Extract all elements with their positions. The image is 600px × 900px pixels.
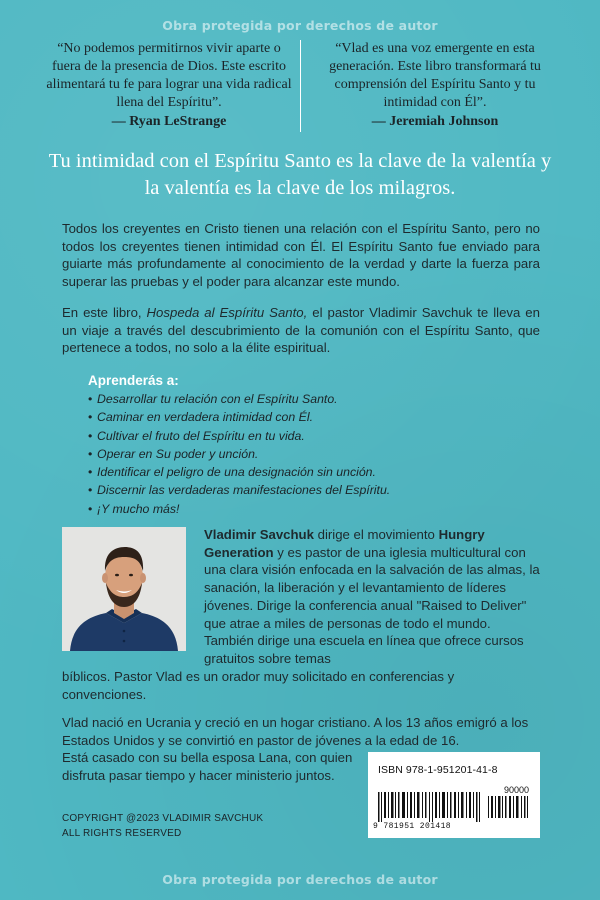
learn-item: • Identificar el peligro de una designación sin unción.: [88, 463, 488, 481]
learn-item: • Desarrollar tu relación con el Espíritu Santo.: [88, 390, 488, 408]
barcode-bars: [376, 780, 532, 822]
author-background-paragraph: Vlad nació en Ucrania y creció en un hogar cristiano. A los 13 años emigró a los Estados Unidos y se convirtió en pastor de jóvenes a la edad de 16.: [62, 715, 529, 748]
quote-author: — Ryan LeStrange: [111, 114, 227, 129]
quote-ryan-lestrange: [44, 40, 294, 131]
quote-divider: [300, 40, 301, 132]
author-bio-continued: bíblicos. Pastor Vlad es un orador muy solicitado en conferencias y convenciones.: [62, 669, 455, 702]
learn-item: • Cultivar el fruto del Espíritu en tu vida.: [88, 427, 488, 445]
bio-text: dirige el movimiento: [313, 527, 439, 542]
book-description-paragraph: [62, 304, 540, 357]
description-text: el pastor Vladimir Savchuk te lleva en un viaje a través del descubrimiento de la comunión con el Espíritu Santo, que pertenece a todos, no solo a la élite espiritual.: [62, 305, 540, 355]
quote-text: “No podemos permitirnos vivir aparte o fuera de la presencia de Dios. Este escrito alimentará tu fe para lograr una vida radical llena del Espíritu”.: [46, 41, 292, 110]
author-portrait-illustration: [62, 527, 186, 651]
quote-text: “Vlad es una voz emergente en esta generación. Este libro transformará tu comprensión del Espíritu Santo y tu intimidad con Él”.: [329, 41, 541, 110]
isbn-barcode: [368, 752, 540, 838]
isbn-number: ISBN 978-1-951201-41-8: [378, 764, 498, 776]
learn-section: [88, 372, 488, 518]
watermark-bottom: Obra protegida por derechos de autor: [162, 872, 438, 887]
learn-list: [88, 390, 488, 518]
intro-paragraph: Todos los creyentes en Cristo tienen una relación con el Espíritu Santo, pero no todos los creyentes tienen intimidad con Él. El Espíritu Santo fue enviado para guiarte más profundamente al conocimiento de la verdad y darte la fuerza para superar las pruebas y el poder para alcanzar este mundo.: [62, 221, 540, 289]
movement-name: Hungry Generation: [204, 527, 485, 560]
author-family-paragraph: Está casado con su bella esposa Lana, con quien disfruta pasar tiempo y hacer ministerio juntos.: [62, 750, 353, 783]
description-text: En este libro,: [62, 305, 147, 320]
headline: Tu intimidad con el Espíritu Santo es la clave de la valentía y la valentía es la clave de los milagros.: [48, 150, 552, 199]
author-name: Vladimir Savchuk: [204, 527, 314, 542]
rights-line: ALL RIGHTS RESERVED: [62, 828, 182, 839]
book-title: Hospeda al Espíritu Santo,: [146, 305, 308, 320]
copyright: [62, 811, 263, 841]
bio-text: y es pastor de una iglesia multicultural con una clara visión enfocada en la salvación de las almas, la sanación, la liberación y el levantamiento de líderes jóvenes. Dirige la conferencia anual "Raised to Deliver" que atrae a miles de personas de todo el mundo. También dirige una escuela en línea que ofrece cursos gratuitos sobre temas: [204, 544, 540, 666]
author-photo: [62, 527, 186, 651]
learn-item: • Discernir las verdaderas manifestaciones del Espíritu.: [88, 481, 488, 499]
quote-jeremiah-johnson: [310, 40, 560, 131]
watermark-top: Obra protegida por derechos de autor: [162, 18, 438, 33]
learn-item: • Caminar en verdadera intimidad con Él.: [88, 408, 488, 426]
learn-item: • ¡Y mucho más!: [88, 500, 488, 518]
quote-author: — Jeremiah Johnson: [371, 114, 499, 129]
learn-item: • Operar en Su poder y unción.: [88, 445, 488, 463]
price-code: 90000: [504, 785, 530, 795]
copyright-line: COPYRIGHT @2023 VLADIMIR SAVCHUK: [62, 813, 264, 824]
author-bio: [204, 526, 542, 668]
barcode-digits: 9 781951 201418: [373, 822, 452, 831]
learn-title: Aprenderás a:: [88, 373, 179, 388]
